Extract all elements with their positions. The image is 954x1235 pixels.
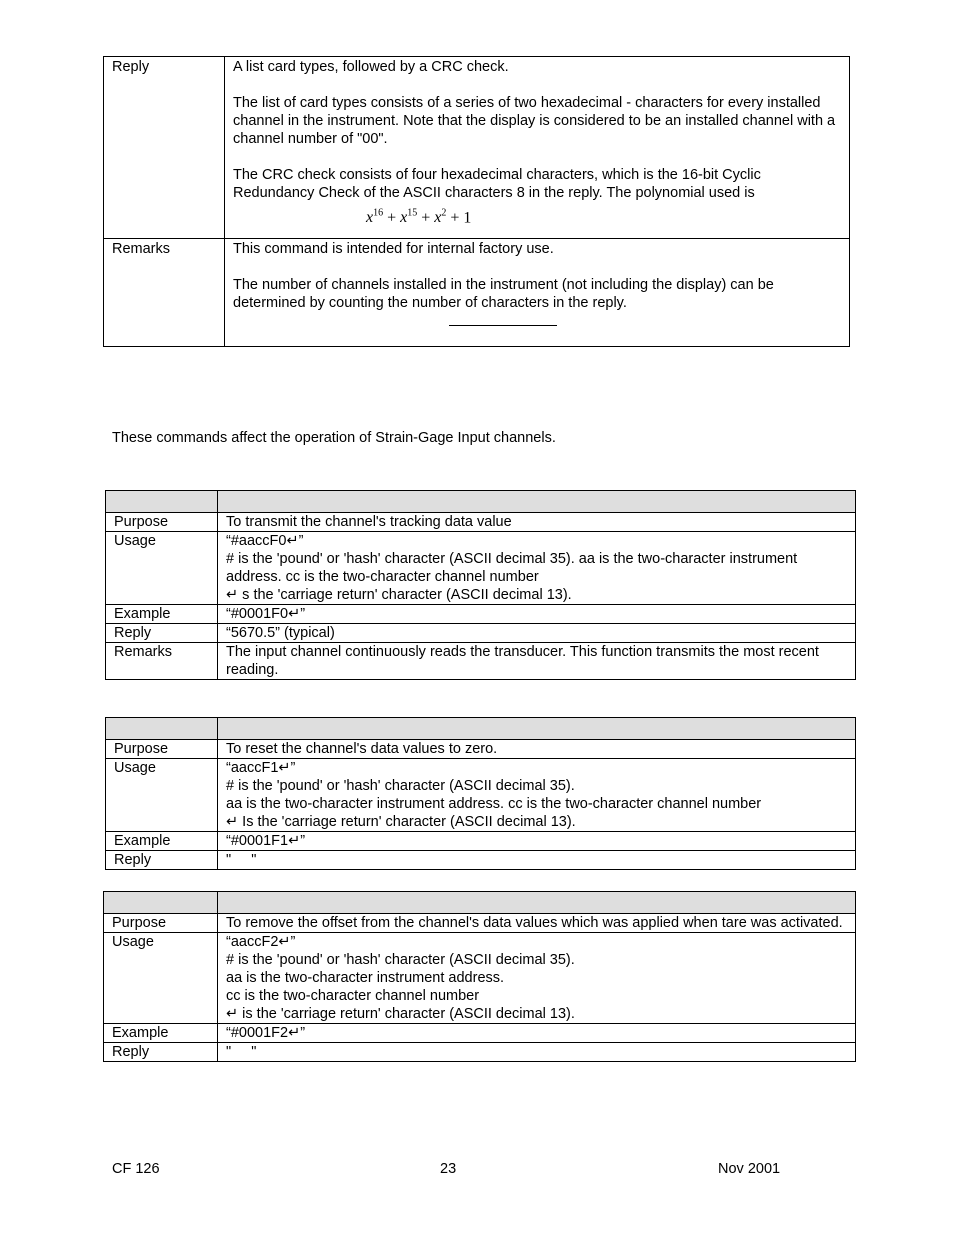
paragraph: This command is intended for internal factory use.	[233, 241, 554, 257]
row-label: Reply	[106, 624, 218, 643]
table-row	[106, 532, 856, 605]
usage-text	[218, 532, 856, 605]
row-label: Usage	[106, 532, 218, 605]
row-label: Usage	[104, 933, 218, 1024]
example-text: “#0001F0↵”	[218, 605, 856, 624]
table-row	[104, 239, 850, 347]
usage-line: “#aaccF0↵”	[226, 533, 304, 549]
table-header	[104, 892, 856, 914]
usage-line: ↵ s the 'carriage return' character (ASCII decimal 13).	[226, 587, 572, 603]
usage-line: “aaccF1↵”	[226, 760, 296, 776]
reply-text: " "	[218, 851, 856, 870]
row-label: Reply	[104, 57, 225, 239]
table-row	[104, 1024, 856, 1043]
row-label: Purpose	[106, 513, 218, 532]
row-label: Remarks	[104, 239, 225, 347]
row-label: Remarks	[106, 643, 218, 680]
row-label: Reply	[106, 851, 218, 870]
table-row	[104, 933, 856, 1024]
usage-text	[218, 933, 856, 1024]
paragraph: The list of card types consists of a series of two hexadecimal - characters for every installed channel in the instrument. Note that the display is considered to be an installed channel with a channel number of "00".	[233, 95, 836, 147]
row-content	[225, 57, 850, 239]
usage-line: aa is the two-character instrument address.	[226, 970, 505, 986]
row-label: Example	[106, 832, 218, 851]
reply-text: “5670.5” (typical)	[218, 624, 856, 643]
table-row	[104, 1043, 856, 1062]
usage-line: “aaccF2↵”	[226, 934, 296, 950]
usage-text	[218, 759, 856, 832]
usage-line: ↵ Is the 'carriage return' character (ASCII decimal 13).	[226, 814, 576, 830]
command-f1-table	[105, 717, 856, 870]
paragraph: The number of channels installed in the instrument (not including the display) can be determined by counting the number of characters in the reply.	[233, 277, 774, 311]
row-label: Reply	[104, 1043, 218, 1062]
purpose-text: To remove the offset from the channel's data values which was applied when tare was activated.	[218, 914, 856, 933]
usage-line: # is the 'pound' or 'hash' character (ASCII decimal 35).	[226, 952, 575, 968]
purpose-text: To transmit the channel's tracking data value	[218, 513, 856, 532]
footer-doc-id: CF 126	[112, 1161, 160, 1177]
usage-line: cc is the two-character channel number	[226, 988, 480, 1004]
table-header	[106, 718, 856, 740]
table-row	[106, 643, 856, 680]
table-row	[106, 851, 856, 870]
example-text: “#0001F2↵”	[218, 1024, 856, 1043]
row-label: Purpose	[104, 914, 218, 933]
usage-line: ↵ is the 'carriage return' character (ASCII decimal 13).	[226, 1006, 575, 1022]
paragraph: The CRC check consists of four hexadecimal characters, which is the 16-bit Cyclic Redundancy Check of the ASCII characters 8 in the reply. The polynomial used is	[233, 167, 761, 201]
underline-rule	[449, 325, 557, 326]
usage-line: # is the 'pound' or 'hash' character (ASCII decimal 35).	[226, 778, 575, 794]
row-label: Usage	[106, 759, 218, 832]
example-text: “#0001F1↵”	[218, 832, 856, 851]
command-f2-table	[103, 891, 856, 1062]
table-row	[106, 605, 856, 624]
reply-remarks-table	[103, 56, 850, 347]
command-f0-table	[105, 490, 856, 680]
row-label: Purpose	[106, 740, 218, 759]
table-row	[104, 914, 856, 933]
row-label: Example	[104, 1024, 218, 1043]
reply-text: " "	[218, 1043, 856, 1062]
usage-line: aa is the two-character instrument address. cc is the two-character channel number	[226, 796, 762, 812]
row-label: Example	[106, 605, 218, 624]
table-row	[106, 513, 856, 532]
table-row	[106, 624, 856, 643]
usage-line: # is the 'pound' or 'hash' character (ASCII decimal 35). aa is the two-character instrument address. cc is the two-character channel number	[226, 551, 798, 585]
footer-date: Nov 2001	[718, 1161, 781, 1177]
table-row	[104, 57, 850, 239]
table-row	[106, 759, 856, 832]
polynomial-formula: $x^{16} + x^{15} + x^2 + 1$	[366, 208, 472, 227]
table-header	[106, 491, 856, 513]
table-row	[106, 832, 856, 851]
table-row	[106, 740, 856, 759]
footer-page-number: 23	[440, 1161, 457, 1177]
paragraph: A list card types, followed by a CRC check.	[233, 59, 509, 75]
intro-text: These commands affect the operation of Strain-Gage Input channels.	[112, 430, 556, 446]
remarks-text: The input channel continuously reads the transducer. This function transmits the most recent reading.	[218, 643, 856, 680]
row-content	[225, 239, 850, 347]
purpose-text: To reset the channel's data values to zero.	[218, 740, 856, 759]
